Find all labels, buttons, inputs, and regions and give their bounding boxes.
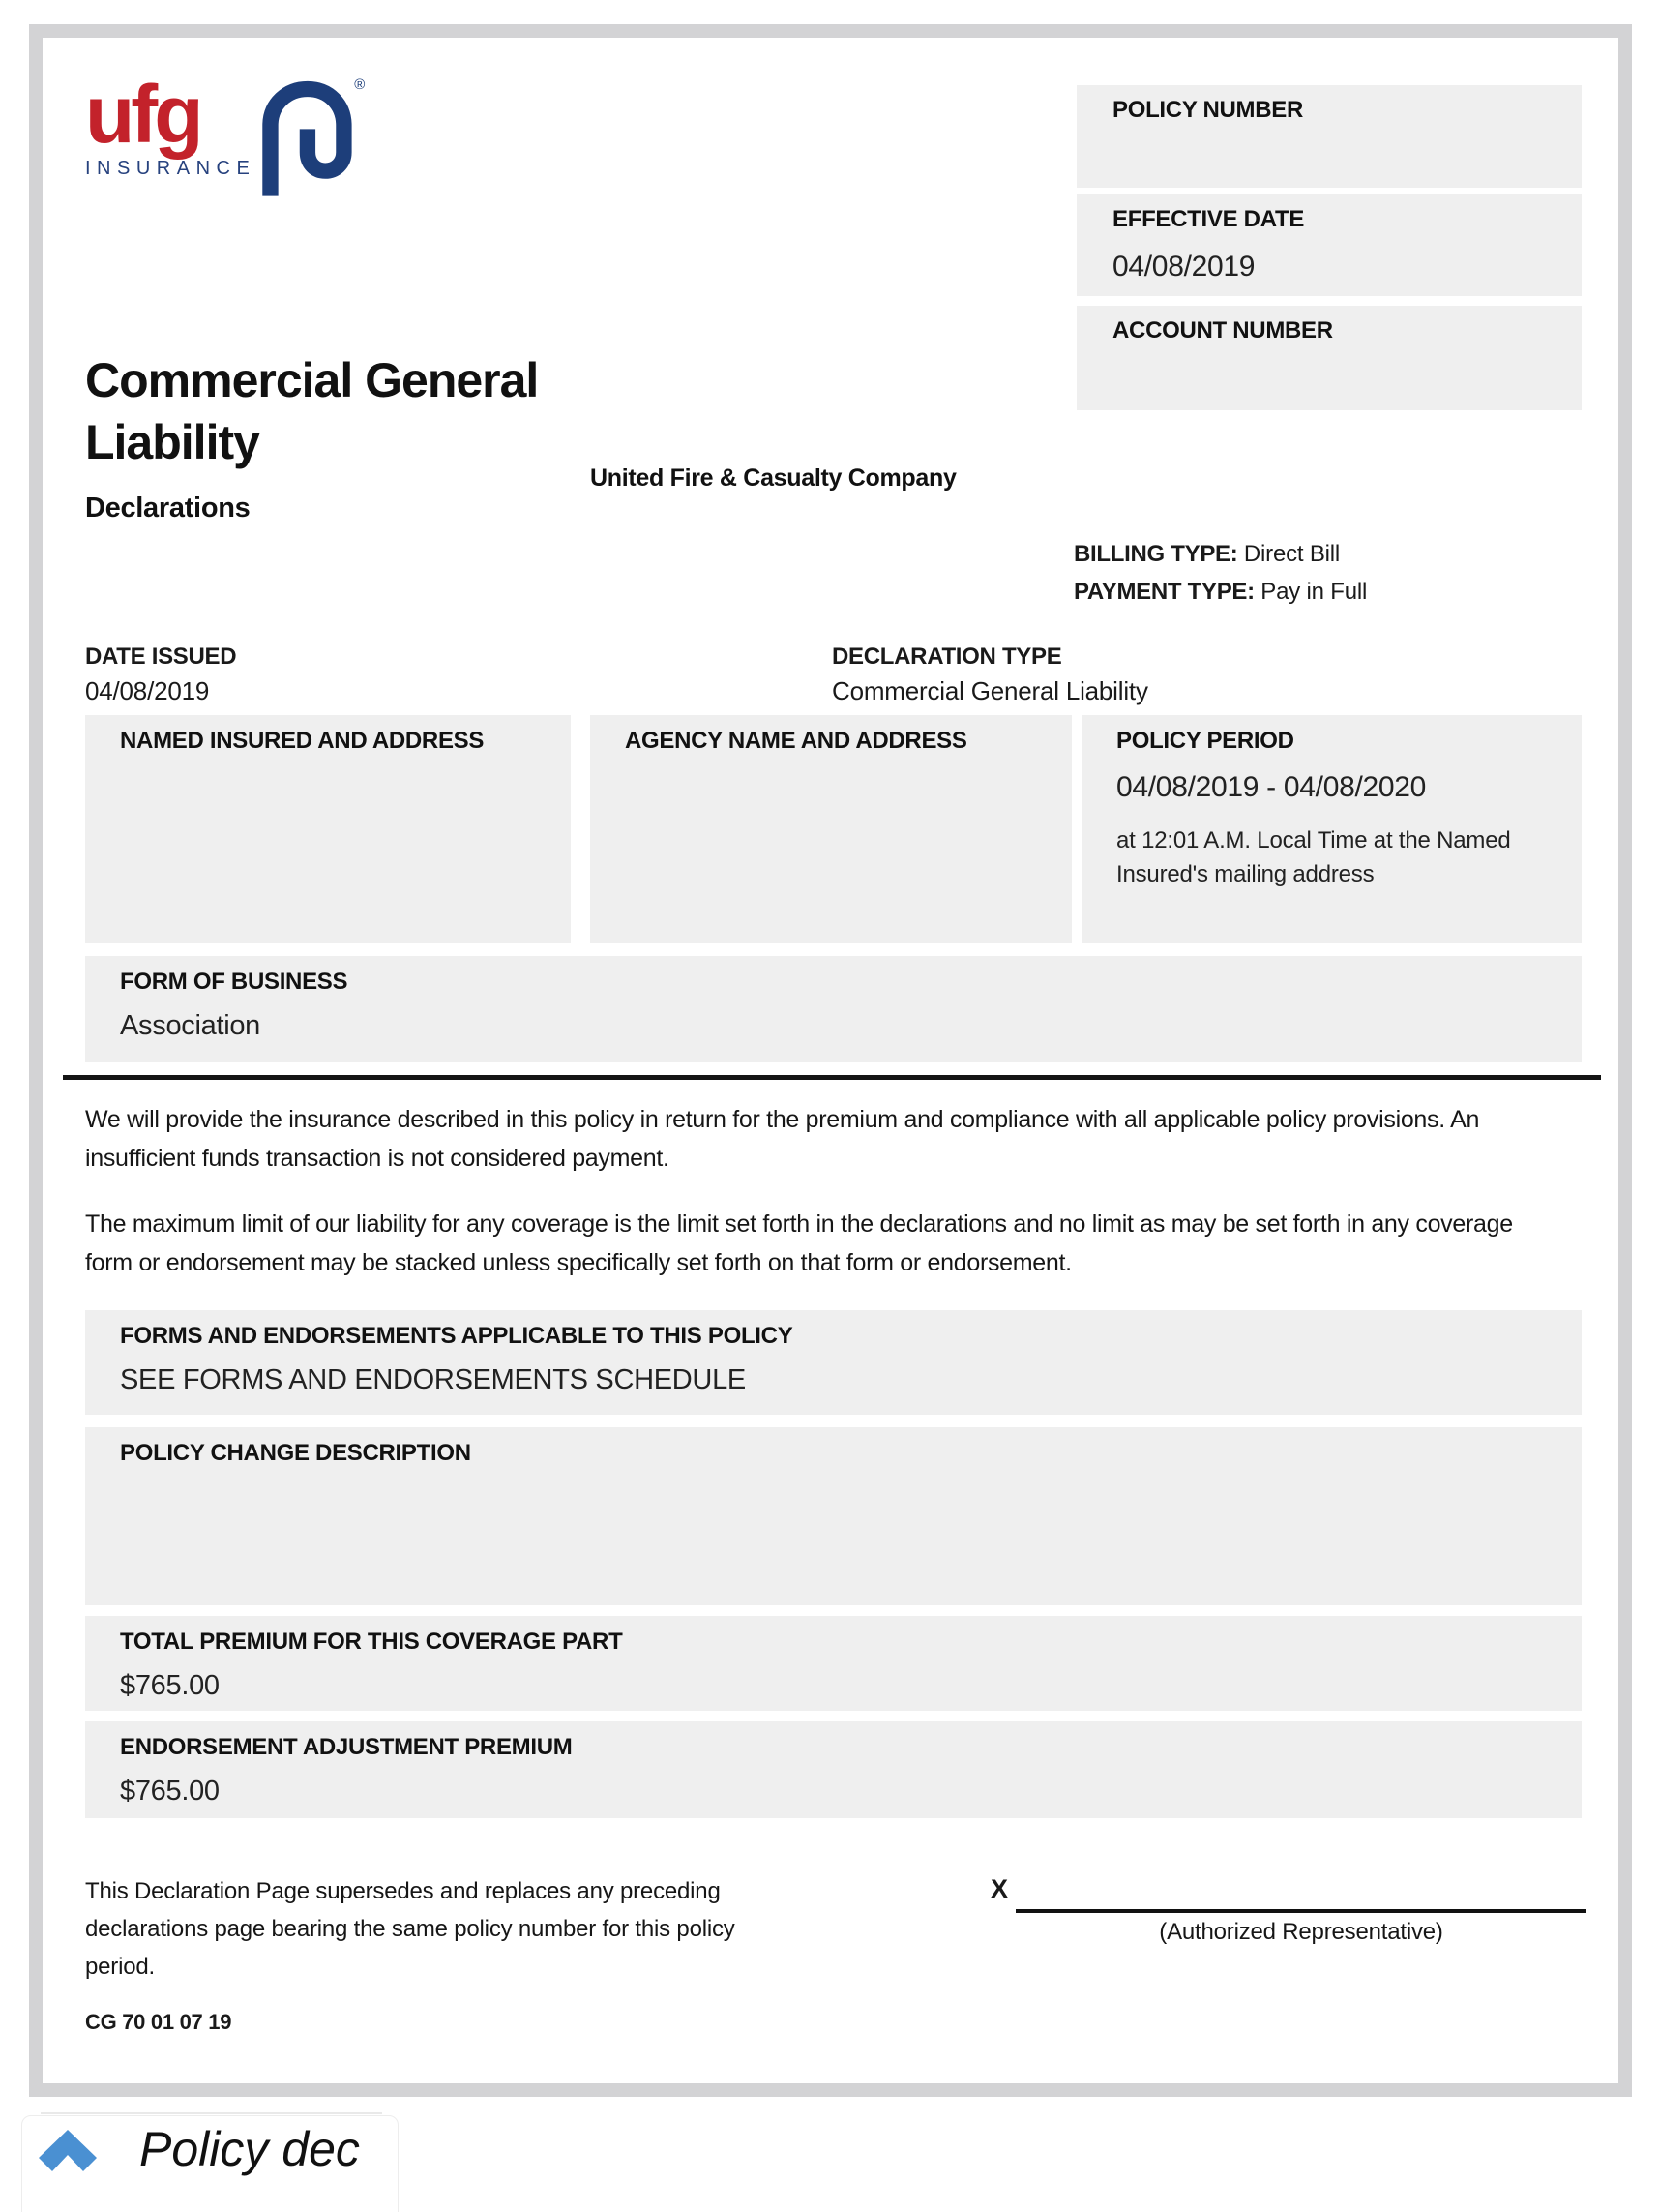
account-number-box (1077, 306, 1582, 410)
page-title-line2: Liability (85, 415, 259, 469)
supersede-note: This Declaration Page supersedes and replaces any preceding declarations page bearing the same policy number for this policy period. (85, 1878, 735, 1980)
policy-change-label: POLICY CHANGE DESCRIPTION (120, 1440, 471, 1466)
ufg-logo-wordmark: ufg (85, 69, 200, 160)
form-number: CG 70 01 07 19 (85, 2010, 232, 2034)
ufg-swirl-icon (257, 78, 354, 201)
registered-trademark: ® (354, 76, 366, 93)
billing-payment-block (1074, 535, 1367, 611)
section-divider (63, 1075, 1601, 1080)
provision-paragraph-2: The maximum limit of our liability for any coverage is the limit set forth in the declarations and no limit as may be set forth in any coverage form or endorsement may be stacked unless specifically set forth on that form or endorsement. (85, 1211, 1513, 1276)
ufg-logo (85, 69, 366, 201)
policy-period-value: 04/08/2019 - 04/08/2020 (1116, 771, 1427, 803)
policy-number-label: POLICY NUMBER (1112, 97, 1304, 123)
signature-caption: (Authorized Representative) (1159, 1919, 1443, 1945)
company-name: United Fire & Casualty Company (590, 464, 957, 492)
forms-endorsements-box (85, 1310, 1582, 1415)
ufg-logo-subtext: INSURANCE (85, 157, 256, 179)
endorsement-premium-box (85, 1721, 1582, 1818)
policy-period-note: at 12:01 A.M. Local Time at the Named Insured's mailing address (1116, 827, 1511, 887)
agency-label: AGENCY NAME AND ADDRESS (625, 728, 967, 754)
billing-type-value: Direct Bill (1243, 541, 1341, 567)
provision-paragraph-1: We will provide the insurance described in this policy in return for the premium and compliance with all applicable policy provisions. An insufficient funds transaction is not considered payment. (85, 1106, 1480, 1172)
declaration-type-label: DECLARATION TYPE (832, 643, 1062, 670)
declaration-type-value: Commercial General Liability (832, 676, 1148, 705)
total-premium-label: TOTAL PREMIUM FOR THIS COVERAGE PART (120, 1629, 623, 1655)
form-of-business-value: Association (120, 1010, 260, 1041)
date-issued-label: DATE ISSUED (85, 643, 237, 670)
attachment-label: Policy dec (139, 2122, 360, 2176)
effective-date-label: EFFECTIVE DATE (1112, 206, 1305, 232)
named-insured-label: NAMED INSURED AND ADDRESS (120, 728, 485, 754)
endorsement-premium-label: ENDORSEMENT ADJUSTMENT PREMIUM (120, 1734, 573, 1760)
date-issued-value: 04/08/2019 (85, 676, 210, 705)
effective-date-box (1077, 194, 1582, 296)
form-of-business-box (85, 956, 1582, 1062)
account-number-label: ACCOUNT NUMBER (1112, 317, 1333, 344)
page-title (85, 349, 704, 473)
signature-x-mark: X (991, 1874, 1009, 1903)
billing-type-label: BILLING TYPE: (1074, 541, 1238, 567)
chevron-up-icon (37, 2125, 99, 2173)
page-subtitle: Declarations (85, 493, 251, 523)
page-title-line1: Commercial General (85, 353, 539, 407)
endorsement-premium-value: $765.00 (120, 1776, 220, 1807)
total-premium-box (85, 1616, 1582, 1711)
forms-endorsements-label: FORMS AND ENDORSEMENTS APPLICABLE TO THIS POLICY (120, 1323, 793, 1349)
payment-type-label: PAYMENT TYPE: (1074, 579, 1255, 605)
agency-box (590, 715, 1072, 943)
payment-type-value: Pay in Full (1260, 579, 1368, 605)
total-premium-value: $765.00 (120, 1670, 220, 1701)
policy-number-box (1077, 85, 1582, 188)
forms-endorsements-value: SEE FORMS AND ENDORSEMENTS SCHEDULE (120, 1364, 746, 1395)
signature-line (1016, 1909, 1586, 1913)
policy-declaration-page (29, 24, 1632, 2097)
policy-period-label: POLICY PERIOD (1116, 728, 1294, 754)
footer-divider (41, 2112, 382, 2114)
effective-date-value: 04/08/2019 (1112, 251, 1256, 283)
policy-change-box (85, 1427, 1582, 1605)
form-of-business-label: FORM OF BUSINESS (120, 969, 348, 995)
payment-type-row (1074, 573, 1367, 611)
named-insured-box (85, 715, 571, 943)
policy-period-box (1082, 715, 1582, 943)
policy-dec-link[interactable] (29, 2117, 370, 2185)
billing-type-row (1074, 535, 1367, 573)
